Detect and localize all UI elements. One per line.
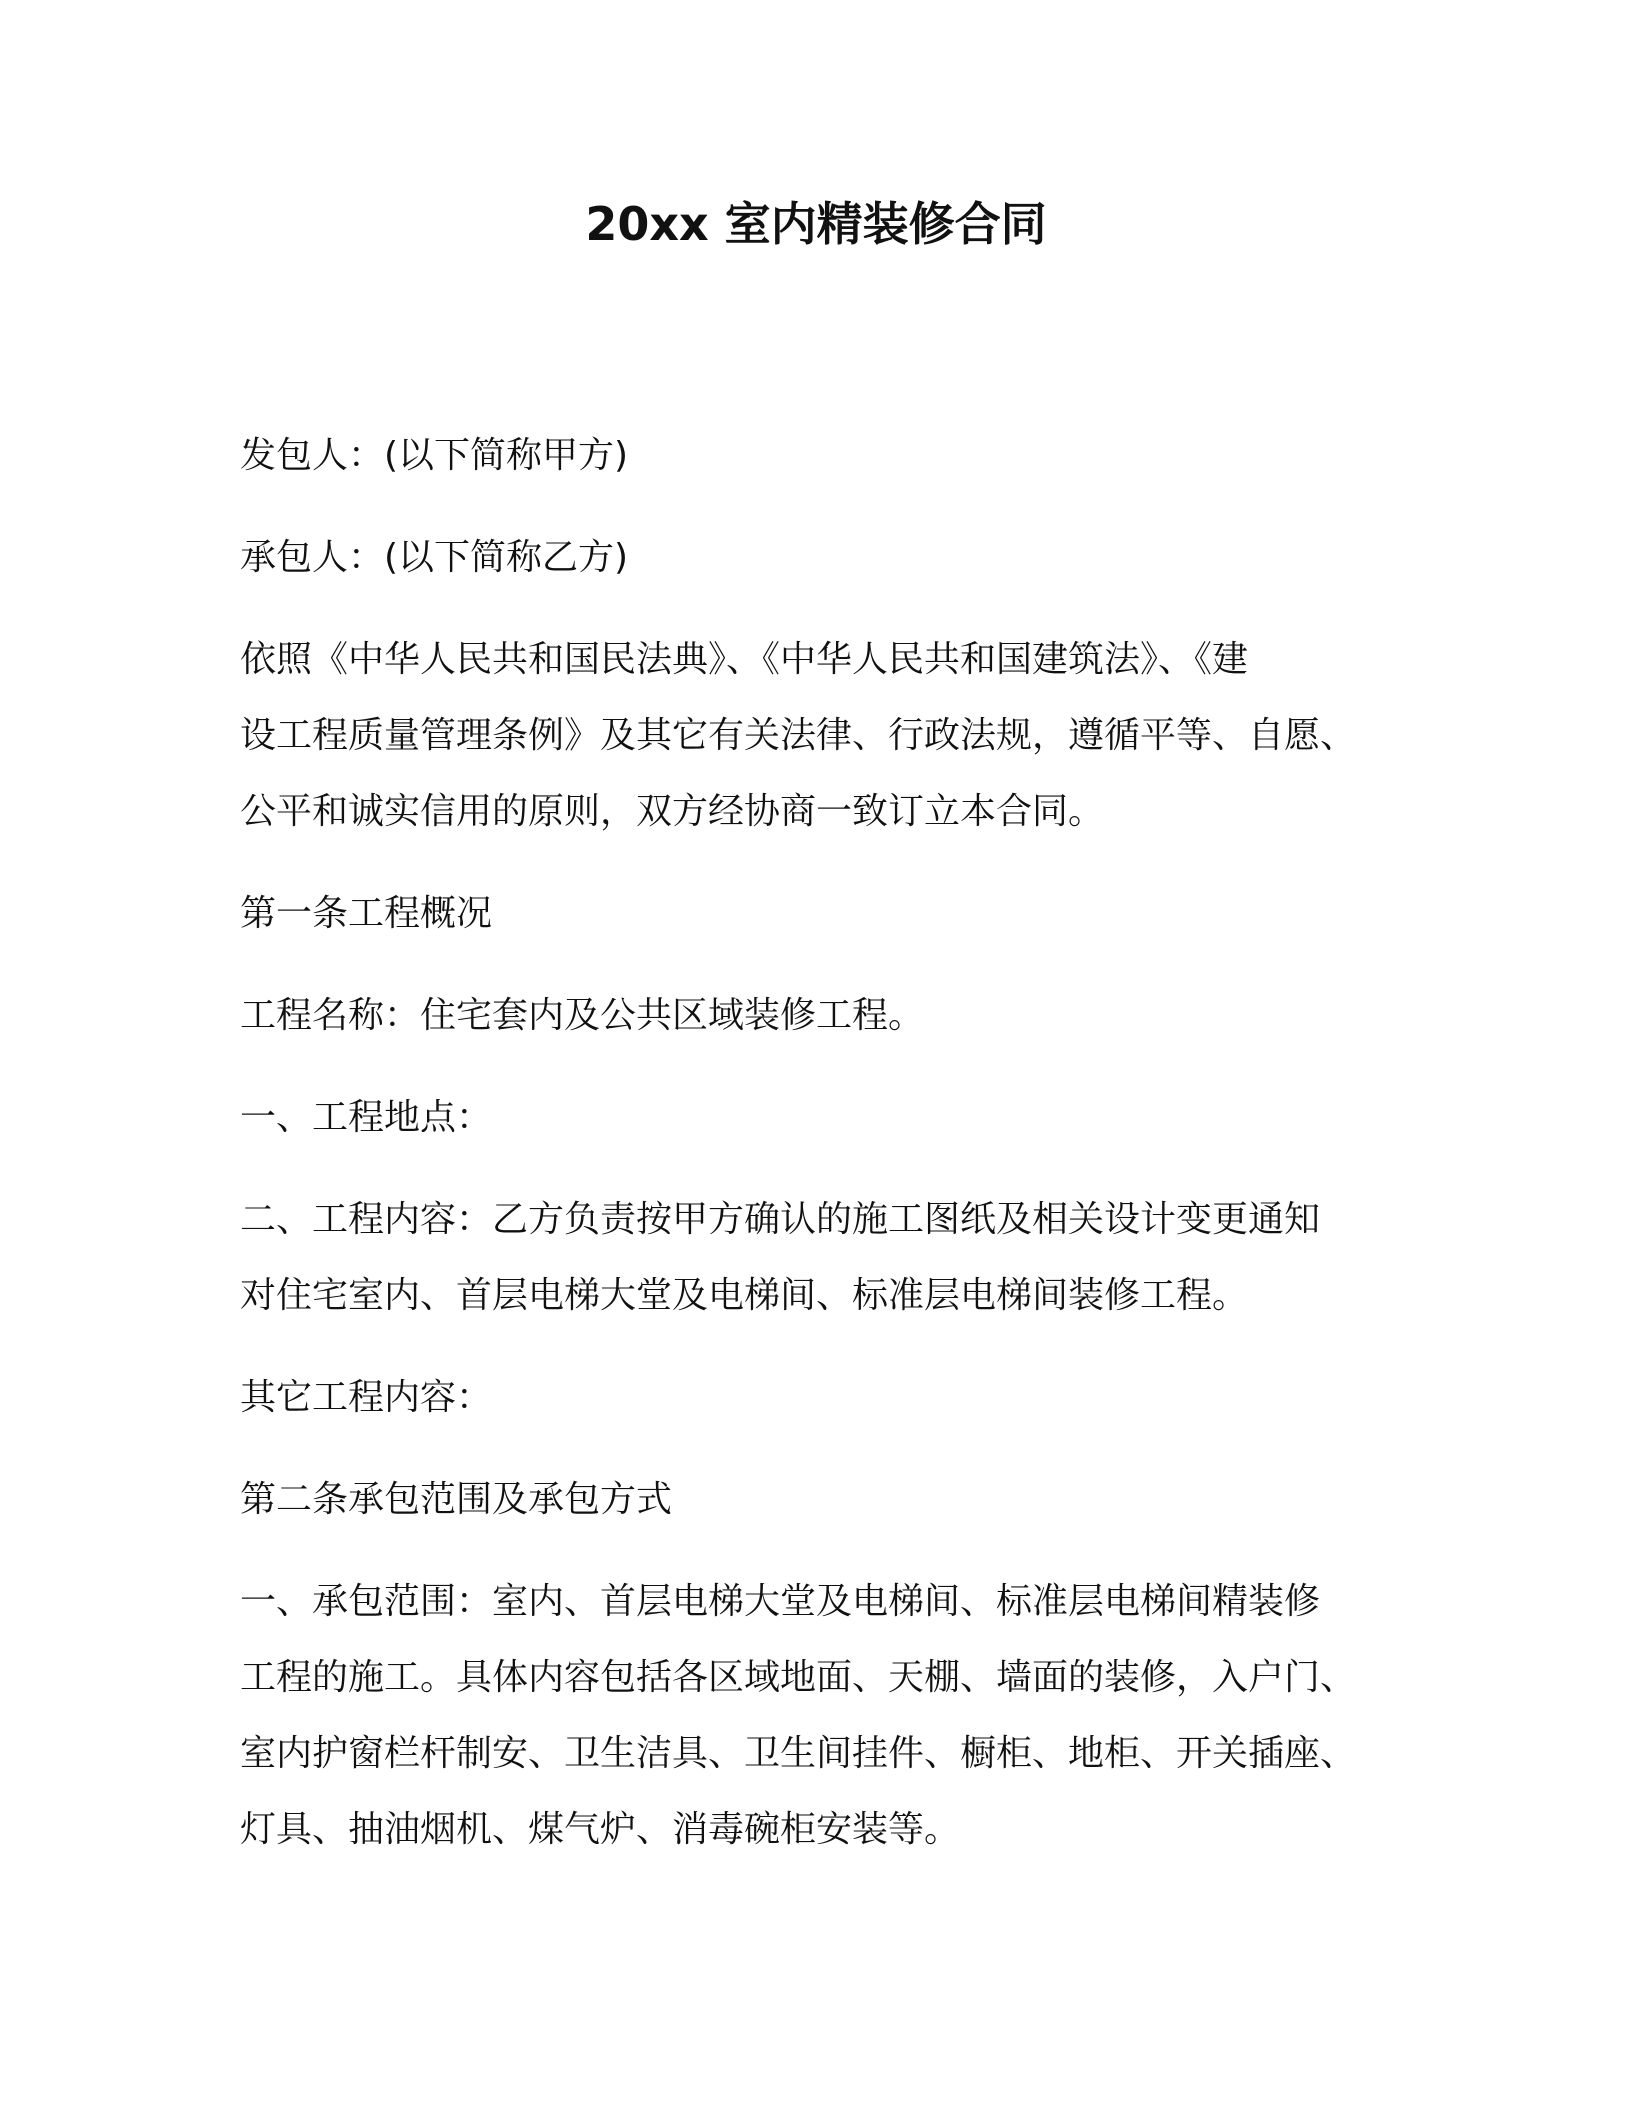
paragraph-project-name xyxy=(240,978,1400,1054)
paragraph-scope xyxy=(240,1564,1400,1868)
text-line: 第一条工程概况 xyxy=(240,893,493,934)
text-line: 工程的施工。具体内容包括各区域地面、天棚、墙面的装修，入户门、 xyxy=(240,1657,1357,1698)
text-line: 一、承包范围：室内、首层电梯大堂及电梯间、标准层电梯间精装修 xyxy=(240,1581,1321,1622)
document-body xyxy=(240,418,1400,1894)
paragraph-contractor xyxy=(240,520,1400,596)
text-line: 第二条承包范围及承包方式 xyxy=(240,1479,673,1520)
text-line: 其它工程内容： xyxy=(240,1377,493,1418)
text-line: 二、工程内容：乙方负责按甲方确认的施工图纸及相关设计变更通知 xyxy=(240,1199,1321,1240)
text-line: 依照《中华人民共和国民法典》、《中华人民共和国建筑法》、《建 xyxy=(240,639,1249,680)
text-line: 公平和诚实信用的原则，双方经协商一致订立本合同。 xyxy=(240,791,1105,832)
text-line: 设工程质量管理条例》及其它有关法律、行政法规，遵循平等、自愿、 xyxy=(240,715,1357,756)
text-line: 承包人：(以下简称乙方) xyxy=(240,537,629,578)
text-line: 室内护窗栏杆制安、卫生洁具、卫生间挂件、橱柜、地柜、开关插座、 xyxy=(240,1733,1357,1774)
paragraph-other-content xyxy=(240,1360,1400,1436)
text-line: 工程名称：住宅套内及公共区域装修工程。 xyxy=(240,995,925,1036)
heading-article-2 xyxy=(240,1462,1400,1538)
text-line: 对住宅室内、首层电梯大堂及电梯间、标准层电梯间装修工程。 xyxy=(240,1275,1249,1316)
text-line: 灯具、抽油烟机、煤气炉、消毒碗柜安装等。 xyxy=(240,1809,961,1850)
heading-article-1 xyxy=(240,876,1400,952)
paragraph-preamble xyxy=(240,622,1400,850)
paragraph-project-content xyxy=(240,1182,1400,1334)
document-title: 20xx 室内精装修合同 xyxy=(585,197,1047,251)
text-line: 发包人：(以下简称甲方) xyxy=(240,435,629,476)
paragraph-project-location xyxy=(240,1080,1400,1156)
text-line: 一、工程地点： xyxy=(240,1097,493,1138)
paragraph-employer xyxy=(240,418,1400,494)
